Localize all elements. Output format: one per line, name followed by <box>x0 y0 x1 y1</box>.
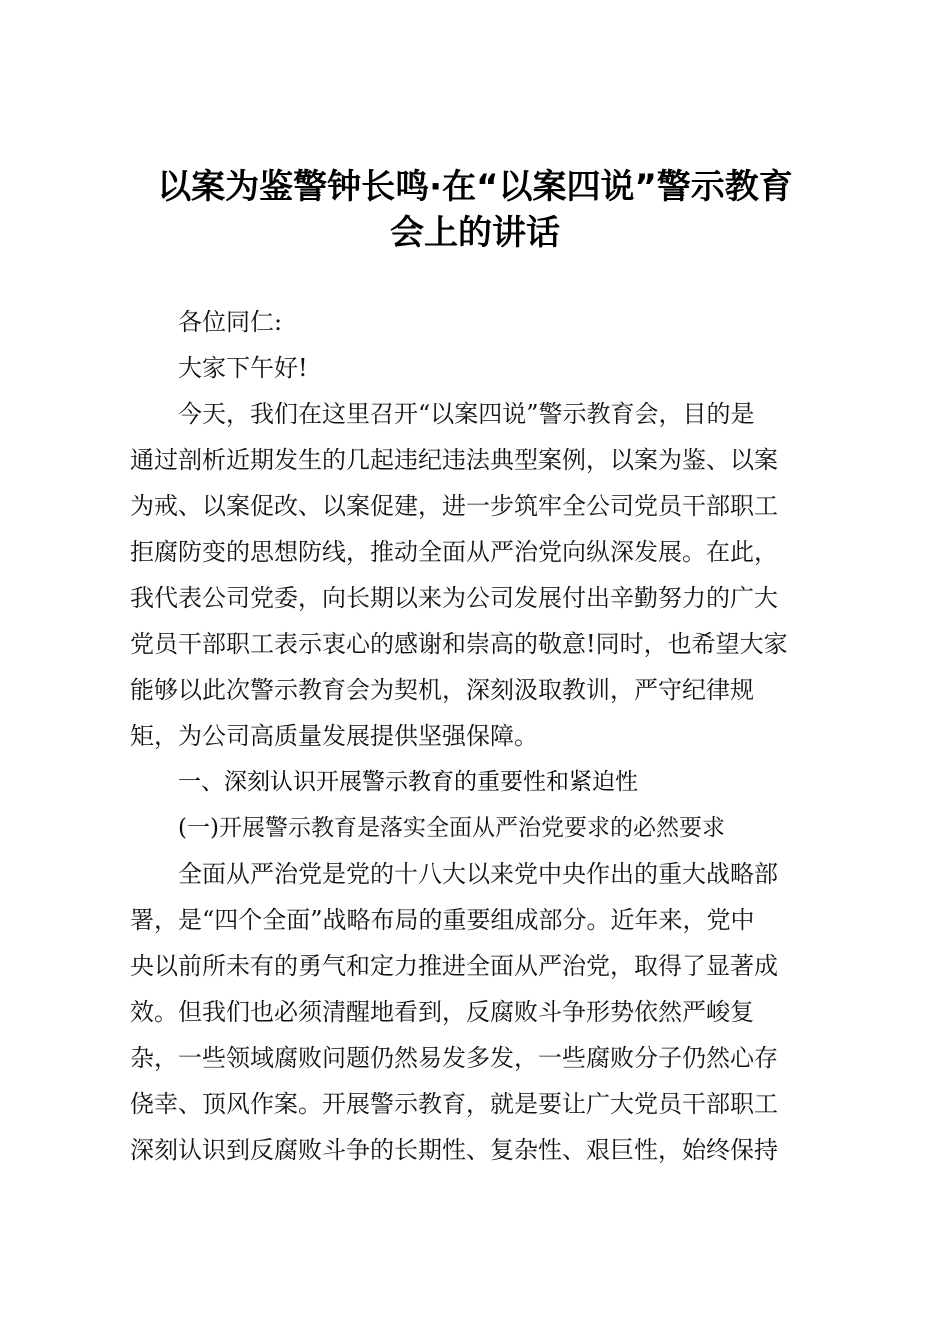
section-line: 效。但我们也必须清醒地看到，反腐败斗争形势依然严峻复 <box>130 998 754 1026</box>
document-body <box>130 299 830 1173</box>
section-line: 署，是“四个全面”战略布局的重要组成部分。近年来，党中 <box>130 906 755 934</box>
intro-line: 今天，我们在这里召开“以案四说”警示教育会，目的是 <box>178 400 755 428</box>
section-line: 杂，一些领域腐败问题仍然易发多发，一些腐败分子仍然心存 <box>130 1044 778 1072</box>
section-line: 央以前所未有的勇气和定力推进全面从严治党，取得了显著成 <box>130 952 778 980</box>
section-heading: 一、深刻认识开展警示教育的重要性和紧迫性 <box>178 769 638 795</box>
subsection-heading: (一)开展警示教育是落实全面从严治党要求的必然要求 <box>178 815 725 841</box>
section-line: 深刻认识到反腐败斗争的长期性、复杂性、艰巨性，始终保持 <box>130 1136 778 1164</box>
intro-line: 能够以此次警示教育会为契机，深刻汲取教训，严守纪律规 <box>130 676 754 704</box>
salutation: 大家下午好! <box>178 354 308 382</box>
title-line-1: 以案为鉴警钟长鸣·在“以案四说”警示教育 <box>157 167 793 207</box>
intro-line: 矩，为公司高质量发展提供坚强保障。 <box>130 722 538 750</box>
intro-line: 我代表公司党委，向长期以来为公司发展付出辛勤努力的广大 <box>130 584 778 612</box>
intro-line: 通过剖析近期发生的几起违纪违法典型案例，以案为鉴、以案 <box>130 446 778 474</box>
section-line: 侥幸、顶风作案。开展警示教育，就是要让广大党员干部职工 <box>130 1090 778 1118</box>
document-title <box>110 164 840 256</box>
title-line-2: 会上的讲话 <box>390 213 560 253</box>
intro-line: 党员干部职工表示衷心的感谢和崇高的敬意!同时，也希望大家 <box>130 630 788 658</box>
section-line: 全面从严治党是党的十八大以来党中央作出的重大战略部 <box>178 860 778 888</box>
greeting: 各位同仁: <box>178 308 283 336</box>
intro-line: 为戒、以案促改、以案促建，进一步筑牢全公司党员干部职工 <box>130 492 778 520</box>
intro-line: 拒腐防变的思想防线，推动全面从严治党向纵深发展。在此， <box>130 538 778 566</box>
